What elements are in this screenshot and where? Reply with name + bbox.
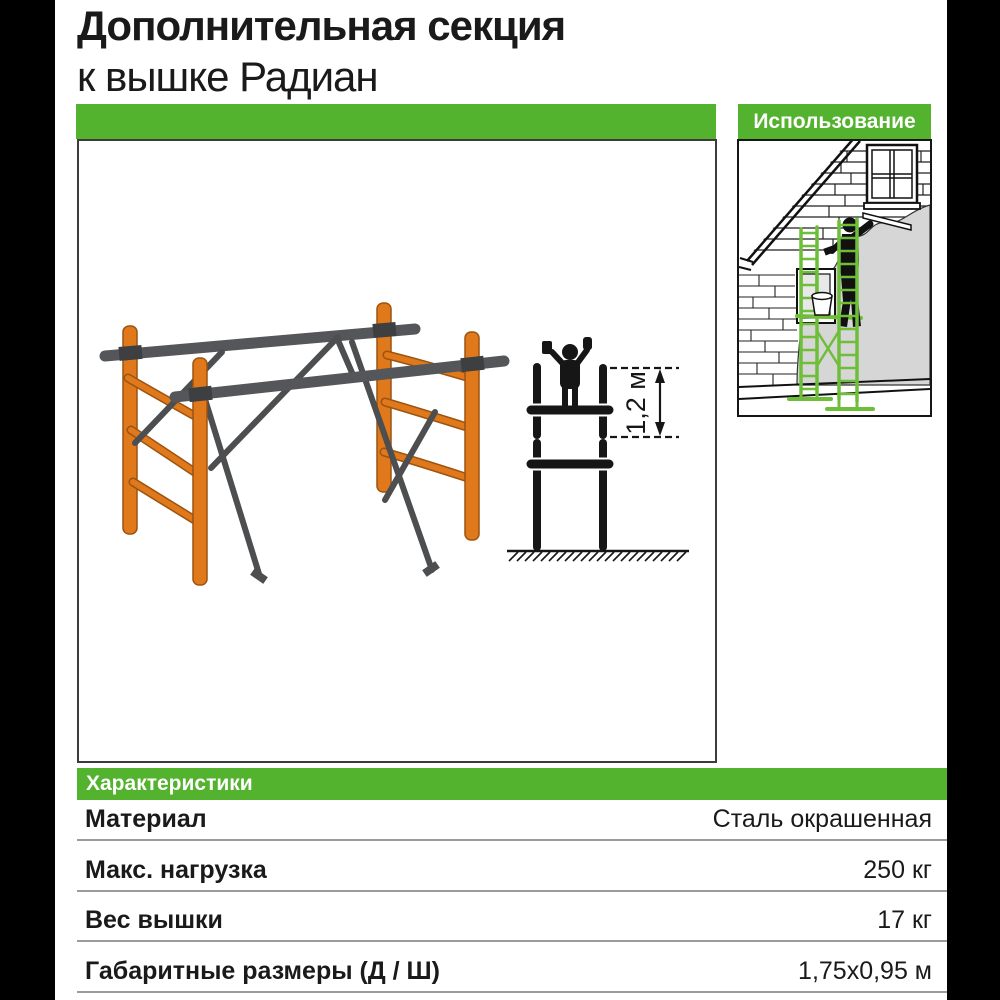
page-title [77,0,717,102]
specs-header [77,768,947,800]
scaffold-beam-back [105,329,415,356]
spec-value: 250 кг [863,856,932,884]
person-silhouette [542,337,592,407]
usage-illustration [739,141,930,415]
table-row [77,800,947,841]
beam-clamp [188,386,212,402]
table-row [77,892,947,942]
spec-label: Материал [85,805,207,833]
spec-value: 17 кг [877,906,932,934]
specs-header-title: Характеристики [86,772,253,795]
specs-table [77,800,947,993]
brace [211,337,338,468]
title-line-1: Дополнительная секция [77,2,566,49]
accent-bar [76,104,716,139]
letterbox-left [0,0,55,1000]
usage-illustration-box [737,139,932,417]
dimension-arrow [655,369,665,436]
spec-label: Макс. нагрузка [85,856,267,884]
spec-value: 1,75х0,95 м [798,957,932,985]
ground-hatching [509,552,686,561]
scaffold-illustration [79,141,715,761]
upper-window [864,145,920,209]
dimension-label: 1,2 м [621,371,651,435]
spec-label: Габаритные размеры (Д / Ш) [85,957,440,985]
beam-clamp [460,356,484,372]
beam-clamp [118,345,142,361]
spec-label: Вес вышки [85,906,223,934]
title-line-2: к вышке Радиан [77,53,378,100]
table-row [77,841,947,892]
table-row [77,942,947,993]
main-illustration-box [77,139,717,763]
spec-value: Сталь окрашенная [712,805,932,833]
rung [133,482,198,522]
ladder-height-diagram [507,337,689,561]
usage-panel-header [738,104,931,139]
letterbox-right [947,0,1000,1000]
bucket [812,293,832,316]
beam-clamp [372,322,396,338]
scaffold-beam-front [175,361,504,397]
usage-panel-title: Использование [753,109,916,133]
siding-courses [739,275,798,385]
